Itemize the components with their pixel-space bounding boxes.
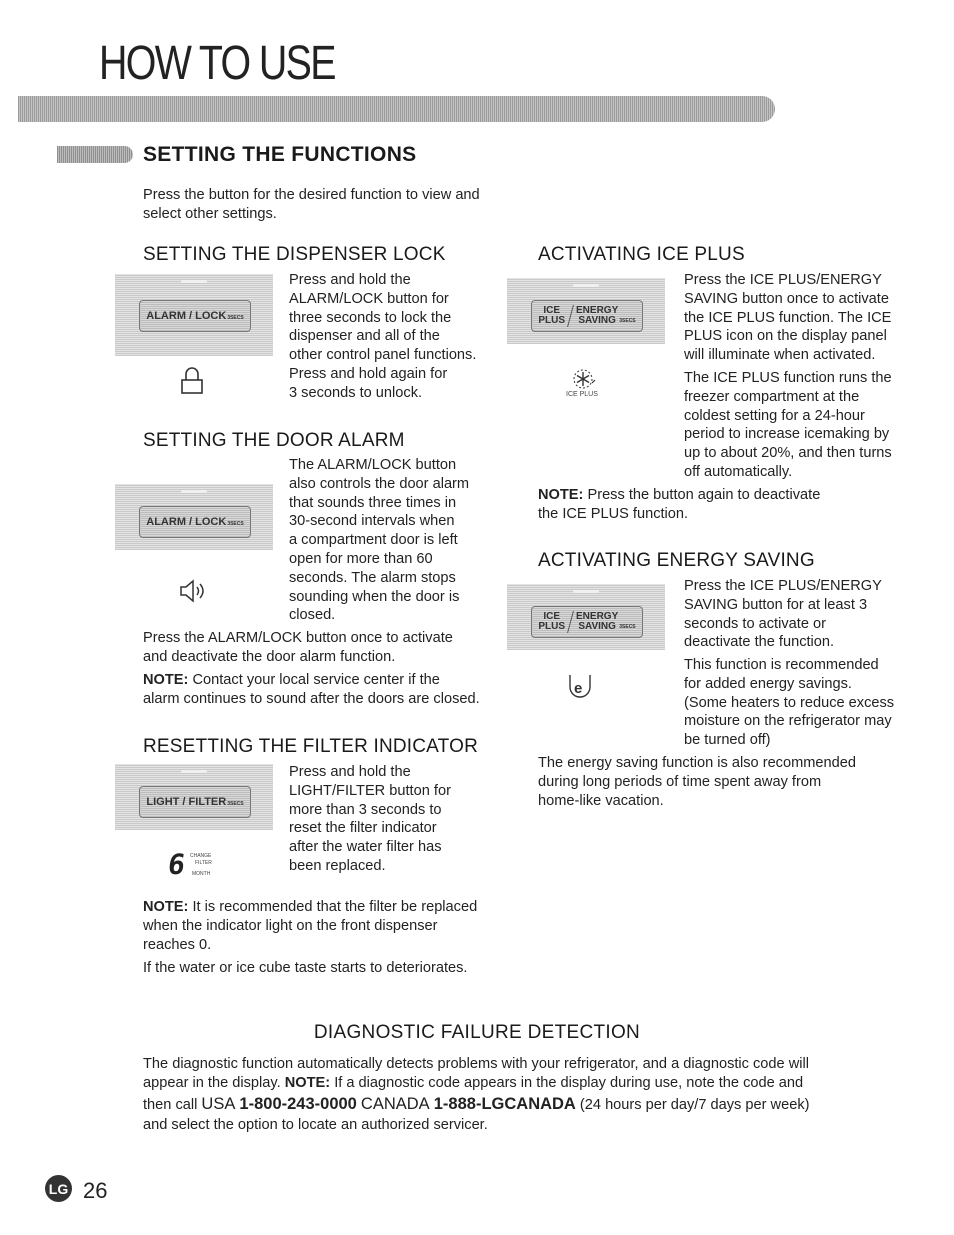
text-line: other control panel functions. [289,347,477,364]
diagnostic-heading: DIAGNOSTIC FAILURE DETECTION [313,1022,641,1043]
text-line: Press and hold the [289,272,411,288]
text-line: If a diagnostic code appears in the display during use, note the code and [334,1074,804,1091]
ice-plus-icon-caption: ICE PLUS [566,391,598,398]
filter-text [289,763,451,876]
alarm-lock-button[interactable] [139,300,251,332]
text-line: sounding when the door is [289,588,460,605]
note-label: NOTE: [538,487,584,503]
energy-saving-heading: ACTIVATING ENERGY SAVING [538,550,815,571]
alarm-lock-panel [115,274,273,356]
text-line: The energy saving function is also recommended [538,755,856,771]
text-line: more than 3 seconds to [289,801,442,818]
text-line: alarm continues to sound after the doors are closed. [143,690,480,707]
text-line: Press the ICE PLUS/ENERGY [684,272,882,288]
section-marker [57,146,133,163]
text-line: period to increase icemaking by [684,426,890,443]
button-label-plus: PLUS [538,315,566,326]
text-line: deactivate the function. [684,634,835,651]
intro-line: Press the button for the desired function to view and [143,187,480,203]
filter-indicator-icon [165,848,228,882]
service-hours: (24 hours per day/7 days per week) [579,1096,810,1113]
ice-plus-energy-saving-button[interactable] [531,300,643,332]
diagnostic-text [143,1055,923,1134]
text-line: will illuminate when activated. [684,347,876,364]
filter-month-label: MONTH [192,871,211,877]
text-line: been replaced. [289,857,386,874]
energy-saving-panel [507,584,665,650]
text-line: dispenser and all of the [289,328,440,345]
button-label-ice: ICE [543,611,561,622]
text-line: PLUS icon on the display panel [684,328,887,345]
button-label-plus: PLUS [538,621,566,632]
page-number: 26 [83,1178,108,1203]
text-line: reaches 0. [143,936,212,953]
lg-logo: LG [45,1175,72,1202]
ice-plus-energy-saving-button-2[interactable] [531,606,643,638]
text-line: be turned off) [684,732,771,749]
door-alarm-text [289,456,469,625]
door-alarm-note [143,671,480,709]
button-label-ice: ICE [543,305,561,316]
button-label: ALARM / LOCK [146,310,227,322]
text-line: for added energy savings. [684,675,852,692]
text-line: Contact your local service center if the [192,672,440,688]
door-alarm-after [143,629,453,667]
text-line: after the water filter has [289,839,442,856]
light-filter-panel [115,764,273,830]
section-intro [143,186,480,224]
text-line: freezer compartment at the [684,388,860,405]
text-line: Press and hold again for [289,365,448,382]
text-line: and select the option to locate an authorized servicer. [143,1116,488,1133]
country-canada: CANADA [360,1094,430,1113]
energy-saving-icon [567,673,593,703]
energy-saving-after [538,754,856,810]
note-label: NOTE: [284,1074,331,1091]
text-line: the ICE PLUS function. [538,505,689,522]
snowflake-icon [569,366,597,392]
text-line: appear in the display. [143,1074,281,1091]
button-duration: 3SECS [227,521,244,527]
ice-plus-text-2 [684,369,892,482]
text-line: It is recommended that the filter be replaced [192,899,478,915]
alarm-lock-button-2[interactable] [139,506,251,538]
text-line: a compartment door is left [289,532,458,549]
text-line: closed. [289,607,336,624]
text-line: Press the ICE PLUS/ENERGY [684,578,882,594]
button-duration: 3SECS [227,315,244,321]
light-filter-button[interactable] [139,786,251,818]
text-line: home-like vacation. [538,792,664,809]
text-line: reset the filter indicator [289,820,437,837]
intro-line: select other settings. [143,205,277,222]
usa-phone: 1-800-243-0000 [239,1094,357,1113]
door-alarm-panel [115,484,273,550]
button-label: LIGHT / FILTER [146,796,227,808]
text-line: when the indicator light on the front dispenser [143,917,438,934]
text-line: SAVING button for at least 3 [684,596,868,613]
button-duration: 3SECS [227,801,244,807]
ice-plus-panel [507,278,665,344]
text-line: LIGHT/FILTER button for [289,782,451,799]
button-label: ALARM / LOCK [146,516,227,528]
text-line: The diagnostic function automatically detects problems with your refrigerator, and a diagnostic code will [143,1056,809,1072]
text-line: open for more than 60 [289,550,433,567]
canada-phone: 1-888-LGCANADA [433,1094,576,1113]
filter-digit: 6 [165,848,188,881]
lock-icon [178,366,206,396]
text-line: ALARM/LOCK button for [289,290,449,307]
ice-plus-heading: ACTIVATING ICE PLUS [538,244,745,265]
text-line: Press and hold the [289,764,411,780]
dispenser-lock-text [289,271,476,403]
ice-plus-note [538,486,820,524]
text-line: seconds to activate or [684,615,826,632]
header-bar [18,96,775,122]
dispenser-lock-heading: SETTING THE DISPENSER LOCK [143,244,446,265]
text-line: moisture on the refrigerator may [684,713,892,730]
speaker-icon [178,578,210,604]
energy-icon-letter: e [574,680,583,697]
note-label: NOTE: [143,899,189,915]
button-duration: 3SECS [619,318,636,324]
text-line: up to about 20%, and then turns [684,445,892,462]
section-title: SETTING THE FUNCTIONS [143,143,417,166]
text-line: then call [143,1096,198,1113]
filter-change-label: CHANGE [190,853,212,859]
page-title: HOW TO USE [99,37,335,90]
text-line: coldest setting for a 24-hour [684,407,865,424]
text-line: Press the ALARM/LOCK button once to activate [143,630,453,646]
text-line: The ALARM/LOCK button [289,457,457,473]
text-line: seconds. The alarm stops [289,569,456,586]
text-line: Press the button again to deactivate [587,487,821,503]
filter-note [143,898,477,954]
text-line: and deactivate the door alarm function. [143,648,396,665]
text-line: off automatically. [684,463,793,480]
filter-filter-label: FILTER [195,860,212,866]
button-label-energy: ENERGY [576,305,619,316]
text-line: SAVING button once to activate [684,290,889,307]
text-line: 3 seconds to unlock. [289,384,423,401]
button-label-saving: SAVING [578,621,616,632]
text-line: (Some heaters to reduce excess [684,694,895,711]
energy-saving-text-2 [684,656,894,750]
filter-extra: If the water or ice cube taste starts to deteriorates. [143,960,468,976]
energy-saving-text [684,577,882,652]
text-line: three seconds to lock the [289,309,452,326]
ice-plus-text [684,271,891,365]
text-line: the ICE PLUS function. The ICE [684,309,892,326]
note-label: NOTE: [143,672,189,688]
door-alarm-heading: SETTING THE DOOR ALARM [143,430,405,451]
text-line: The ICE PLUS function runs the [684,370,892,386]
button-label-energy: ENERGY [576,611,619,622]
filter-heading: RESETTING THE FILTER INDICATOR [143,736,479,757]
button-label-saving: SAVING [578,315,616,326]
text-line: during long periods of time spent away from [538,773,822,790]
text-line: also controls the door alarm [289,475,470,492]
text-line: 30-second intervals when [289,513,455,530]
country-usa: USA [201,1094,236,1113]
button-duration: 3SECS [619,624,636,630]
text-line: that sounds three times in [289,494,457,511]
text-line: This function is recommended [684,657,879,673]
